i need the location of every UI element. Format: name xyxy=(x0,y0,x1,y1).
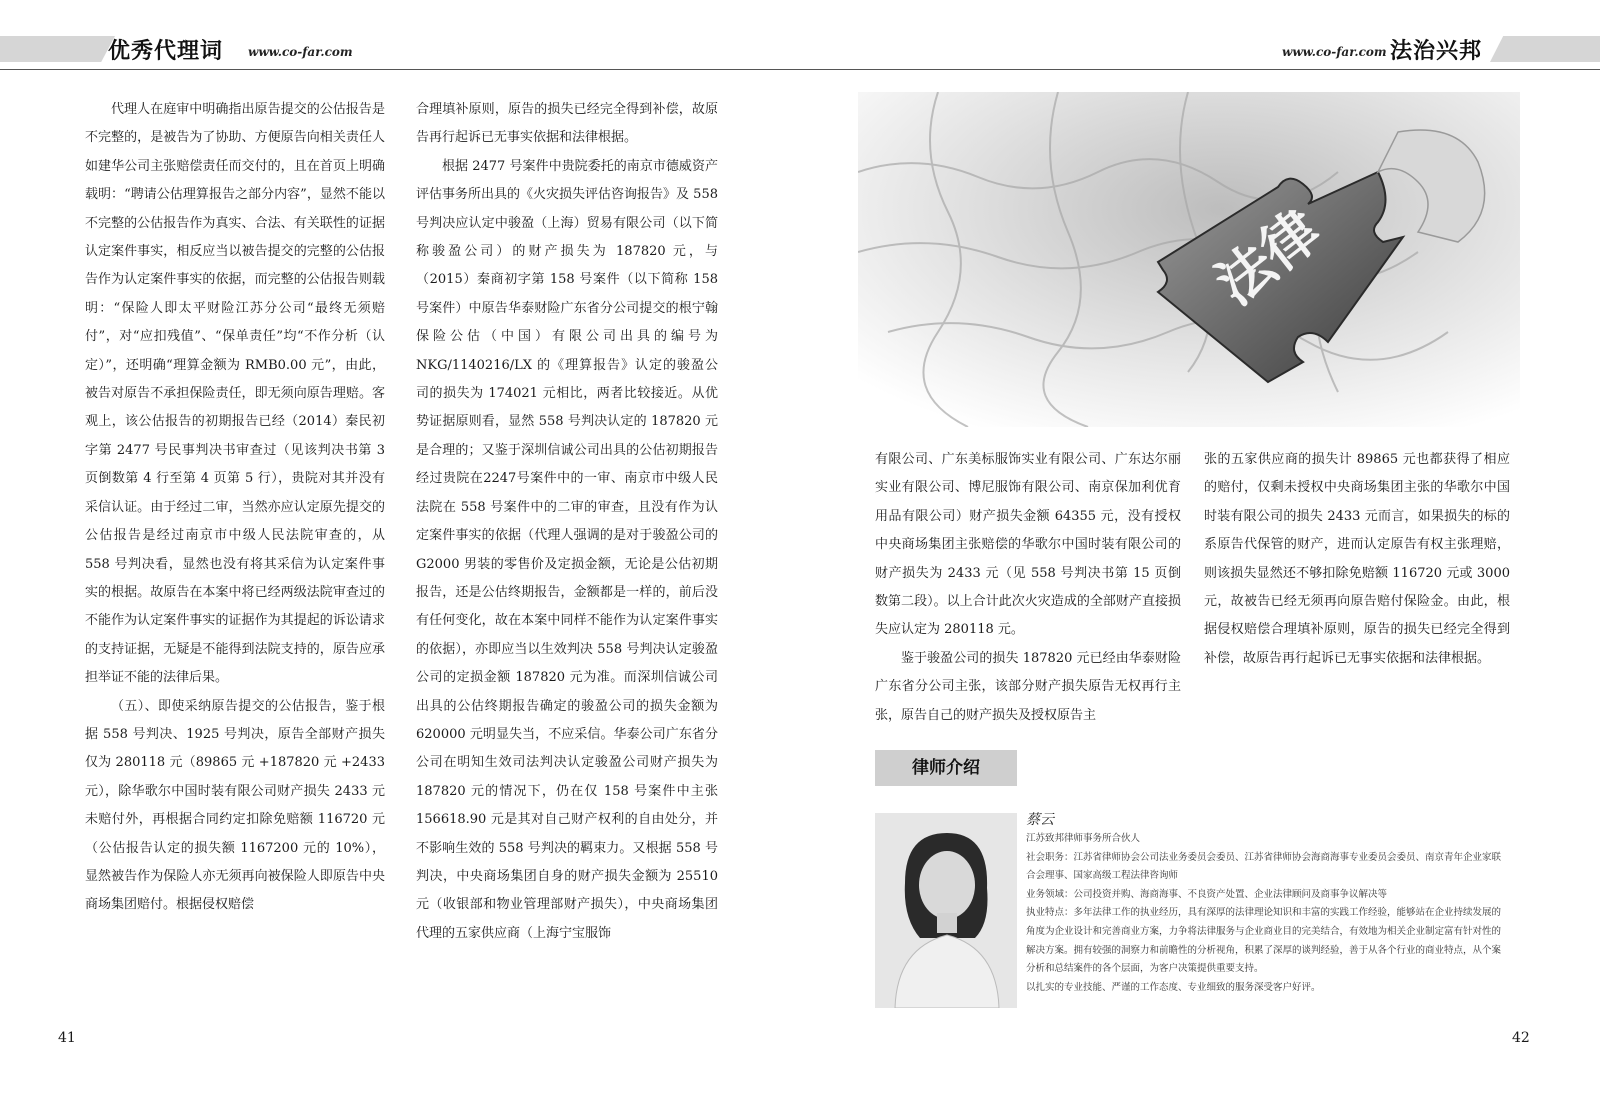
text-column-4 xyxy=(1204,446,1510,673)
bio-line: 社会职务：江苏省律师协会公司法业务委员会委员、江苏省律师协会海商海事专业委员会委员、南京青年企业家联合会理事、国家高级工程法律咨询师 xyxy=(1026,851,1502,882)
paragraph: 有限公司、广东美标服饰实业有限公司、广东达尔丽实业有限公司、博尼服饰有限公司、南京保加利优育用品有限公司）财产损失金额 64355 元，没有授权中央商场集团主张赔偿的华歌尔中国时装有限公司的财产损失为 2433 元（见 558 号判决书第 15 页倒数第二段）。以上合计此次火灾造成的全部财产直接损失应认定为 280118 元。 xyxy=(875,452,1181,638)
header-right-band xyxy=(1490,36,1600,62)
paragraph: 鉴于骏盈公司的损失 187820 元已经由华泰财险广东省分公司主张，该部分财产损失原告无权再行主张，原告自己的财产损失及授权原告主 xyxy=(875,650,1181,723)
paragraph: 合理填补原则，原告的损失已经完全得到补偿，故原告再行起诉已无事实依据和法律根据。 xyxy=(416,102,718,146)
text-column-2 xyxy=(416,96,718,948)
lawyer-intro-heading: 律师介绍 xyxy=(875,750,1017,786)
text-column-1 xyxy=(85,96,385,920)
paragraph: （五）、即使采纳原告提交的公估报告，鉴于根据 558 号判决、1925 号判决，原告全部财产损失仅为 280118 元（89865 元 +187820 元 +2433 元），除华歌尔中国时装有限公司财产损失 2433 元未赔付外，再根据合同约定扣除免赔额 116720 元（公估报告认定的损失额 1167200 元的 10%），显然被告作为保险人亦无须再向被保险人即原告中央商场集团赔付。根据侵权赔偿 xyxy=(85,698,385,913)
bio-line: 执业特点：多年法律工作的执业经历，具有深厚的法律理论知识和丰富的实践工作经验，能够站在企业持续发展的角度为企业设计和完善商业方案，力争将法律服务与企业商业目的完美结合，有效地为相关企业制定富有针对性的解决方案。拥有较强的洞察力和前瞻性的分析视角，积累了深厚的谈判经验，善于从各个行业的商业特点，从个案分析和总结案件的各个层面，为客户决策提供重要支持。 xyxy=(1026,907,1502,975)
header-rule xyxy=(0,69,1600,70)
paragraph: 根据 2477 号案件中贵院委托的南京市德威资产评估事务所出具的《火灾损失评估咨询报告》及 558 号判决应认定中骏盈（上海）贸易有限公司（以下简称骏盈公司）的财产损失为 187820 元，与（2015）秦商初字第 158 号案件（以下简称 158 号案件）中原告华泰财险广东省分公司提交的根宁翰保险公估（中国）有限公司出具的编号为 NKG/1140216/LX 的《理算报告》认定的骏盈公司的损失为 174021 元相比，两者比较接近。从优势证据原则看，显然 558 号判决认定的 187820 元是合理的；又鉴于深圳信诚公司出具的公估初期报告经过贵院在2247号案件中的一审、南京市中级人民法院在 558 号案件中的二审的审查，且没有作为认定案件事实的依据（代理人强调的是对于骏盈公司的 G2000 男装的零售价及定损金额，无论是公估初期报告，还是公估终期报告，金额都是一样的，前后没有任何变化，故在本案中同样不能作为认定案件事实的依据），亦即应当以生效判决 558 号判决认定骏盈公司的定损金额 187820 元为准。而深圳信诚公司出具的公估终期报告确定的骏盈公司的损失金额为 620000 元明显失当，不应采信。华泰公司广东省分公司在明知生效司法判决认定骏盈公司财产损失为 187820 元的情况下，仍在仅 158 号案件中主张 156618.90 元是其对自己财产权利的自由处分，并不影响生效的 558 号判决的羁束力。又根据 558 号判决，中央商场集团自身的财产损失金额为 25510 元（收银部和物业管理部财产损失），中央商场集团代理的五家供应商（上海宁宝服饰 xyxy=(416,158,718,941)
lawyer-portrait xyxy=(875,813,1017,1008)
page-number-right: 42 xyxy=(1512,1030,1530,1046)
lawyer-bio xyxy=(1026,810,1506,997)
header-left-band xyxy=(0,36,115,62)
law-characters: 法律 xyxy=(1203,197,1333,319)
site-url-right: www.co-far.com xyxy=(1282,45,1387,59)
lawyer-name: 蔡云 xyxy=(1026,812,1054,828)
bio-line: 业务领域：公司投资并购、海商海事、不良资产处置、企业法律顾问及商事争议解决等 xyxy=(1026,888,1388,900)
section-title-left: 优秀代理词 xyxy=(108,39,224,64)
page-number-left: 41 xyxy=(58,1030,76,1046)
site-url-left: www.co-far.com xyxy=(248,45,353,59)
paragraph: 张的五家供应商的损失计 89865 元也都获得了相应的赔付，仅剩未授权中央商场集团主张的华歌尔中国时装有限公司的损失 2433 元而言，如果损失的标的系原告代保管的财产，进而认定原告有权主张理赔，则该损失显然还不够扣除免赔额 116720 元或 3000 元，故被告已经无须再向原告赔付保险金。由此，根据侵权赔偿合理填补原则，原告的损失已经完全得到补偿，故原告再行起诉已无事实依据和法律根据。 xyxy=(1204,452,1510,666)
text-column-3 xyxy=(875,446,1181,730)
paragraph: 代理人在庭审中明确指出原告提交的公估报告是不完整的，是被告为了协助、方便原告向相关责任人如建华公司主张赔偿责任而交付的，且在首页上明确载明：“聘请公估理算报告之部分内容”，显然不能以不完整的公估报告作为真实、合法、有关联性的证据认定案件事实，相反应当以被告提交的完整的公估报告作为认定案件事实的依据，而完整的公估报告则载明：“保险人即太平财险江苏分公司“最终无须赔付”，对“应扣残值”、“保单责任”均“不作分析（认定）”，还明确“理算金额为 RMB0.00 元”，由此，被告对原告不承担保险责任，即无须向原告理赔。客观上，该公估报告的初期报告已经（2014）秦民初字第 2477 号民事判决书审查过（见该判决书第 3 页倒数第 4 行至第 4 页第 5 行），贵院对其并没有采信认证。由于经过二审，当然亦应认定原先提交的公估报告是经过南京市中级人民法院审查的，从 558 号判决看，显然也没有将其采信为认定案件事实的根据。故原告在本案中将已经两级法院审查过的不能作为认定案件事实的证据作为其提起的诉讼请求的支持证据，无疑是不能得到法院支持的，原告应承担举证不能的法律后果。 xyxy=(85,102,385,686)
puzzle-photo xyxy=(858,92,1520,427)
section-title-right: 法治兴邦 xyxy=(1390,39,1483,64)
bio-line: 以扎实的专业技能、严谨的工作态度、专业细致的服务深受客户好评。 xyxy=(1026,981,1321,993)
bio-line: 江苏致邦律师事务所合伙人 xyxy=(1026,833,1141,844)
